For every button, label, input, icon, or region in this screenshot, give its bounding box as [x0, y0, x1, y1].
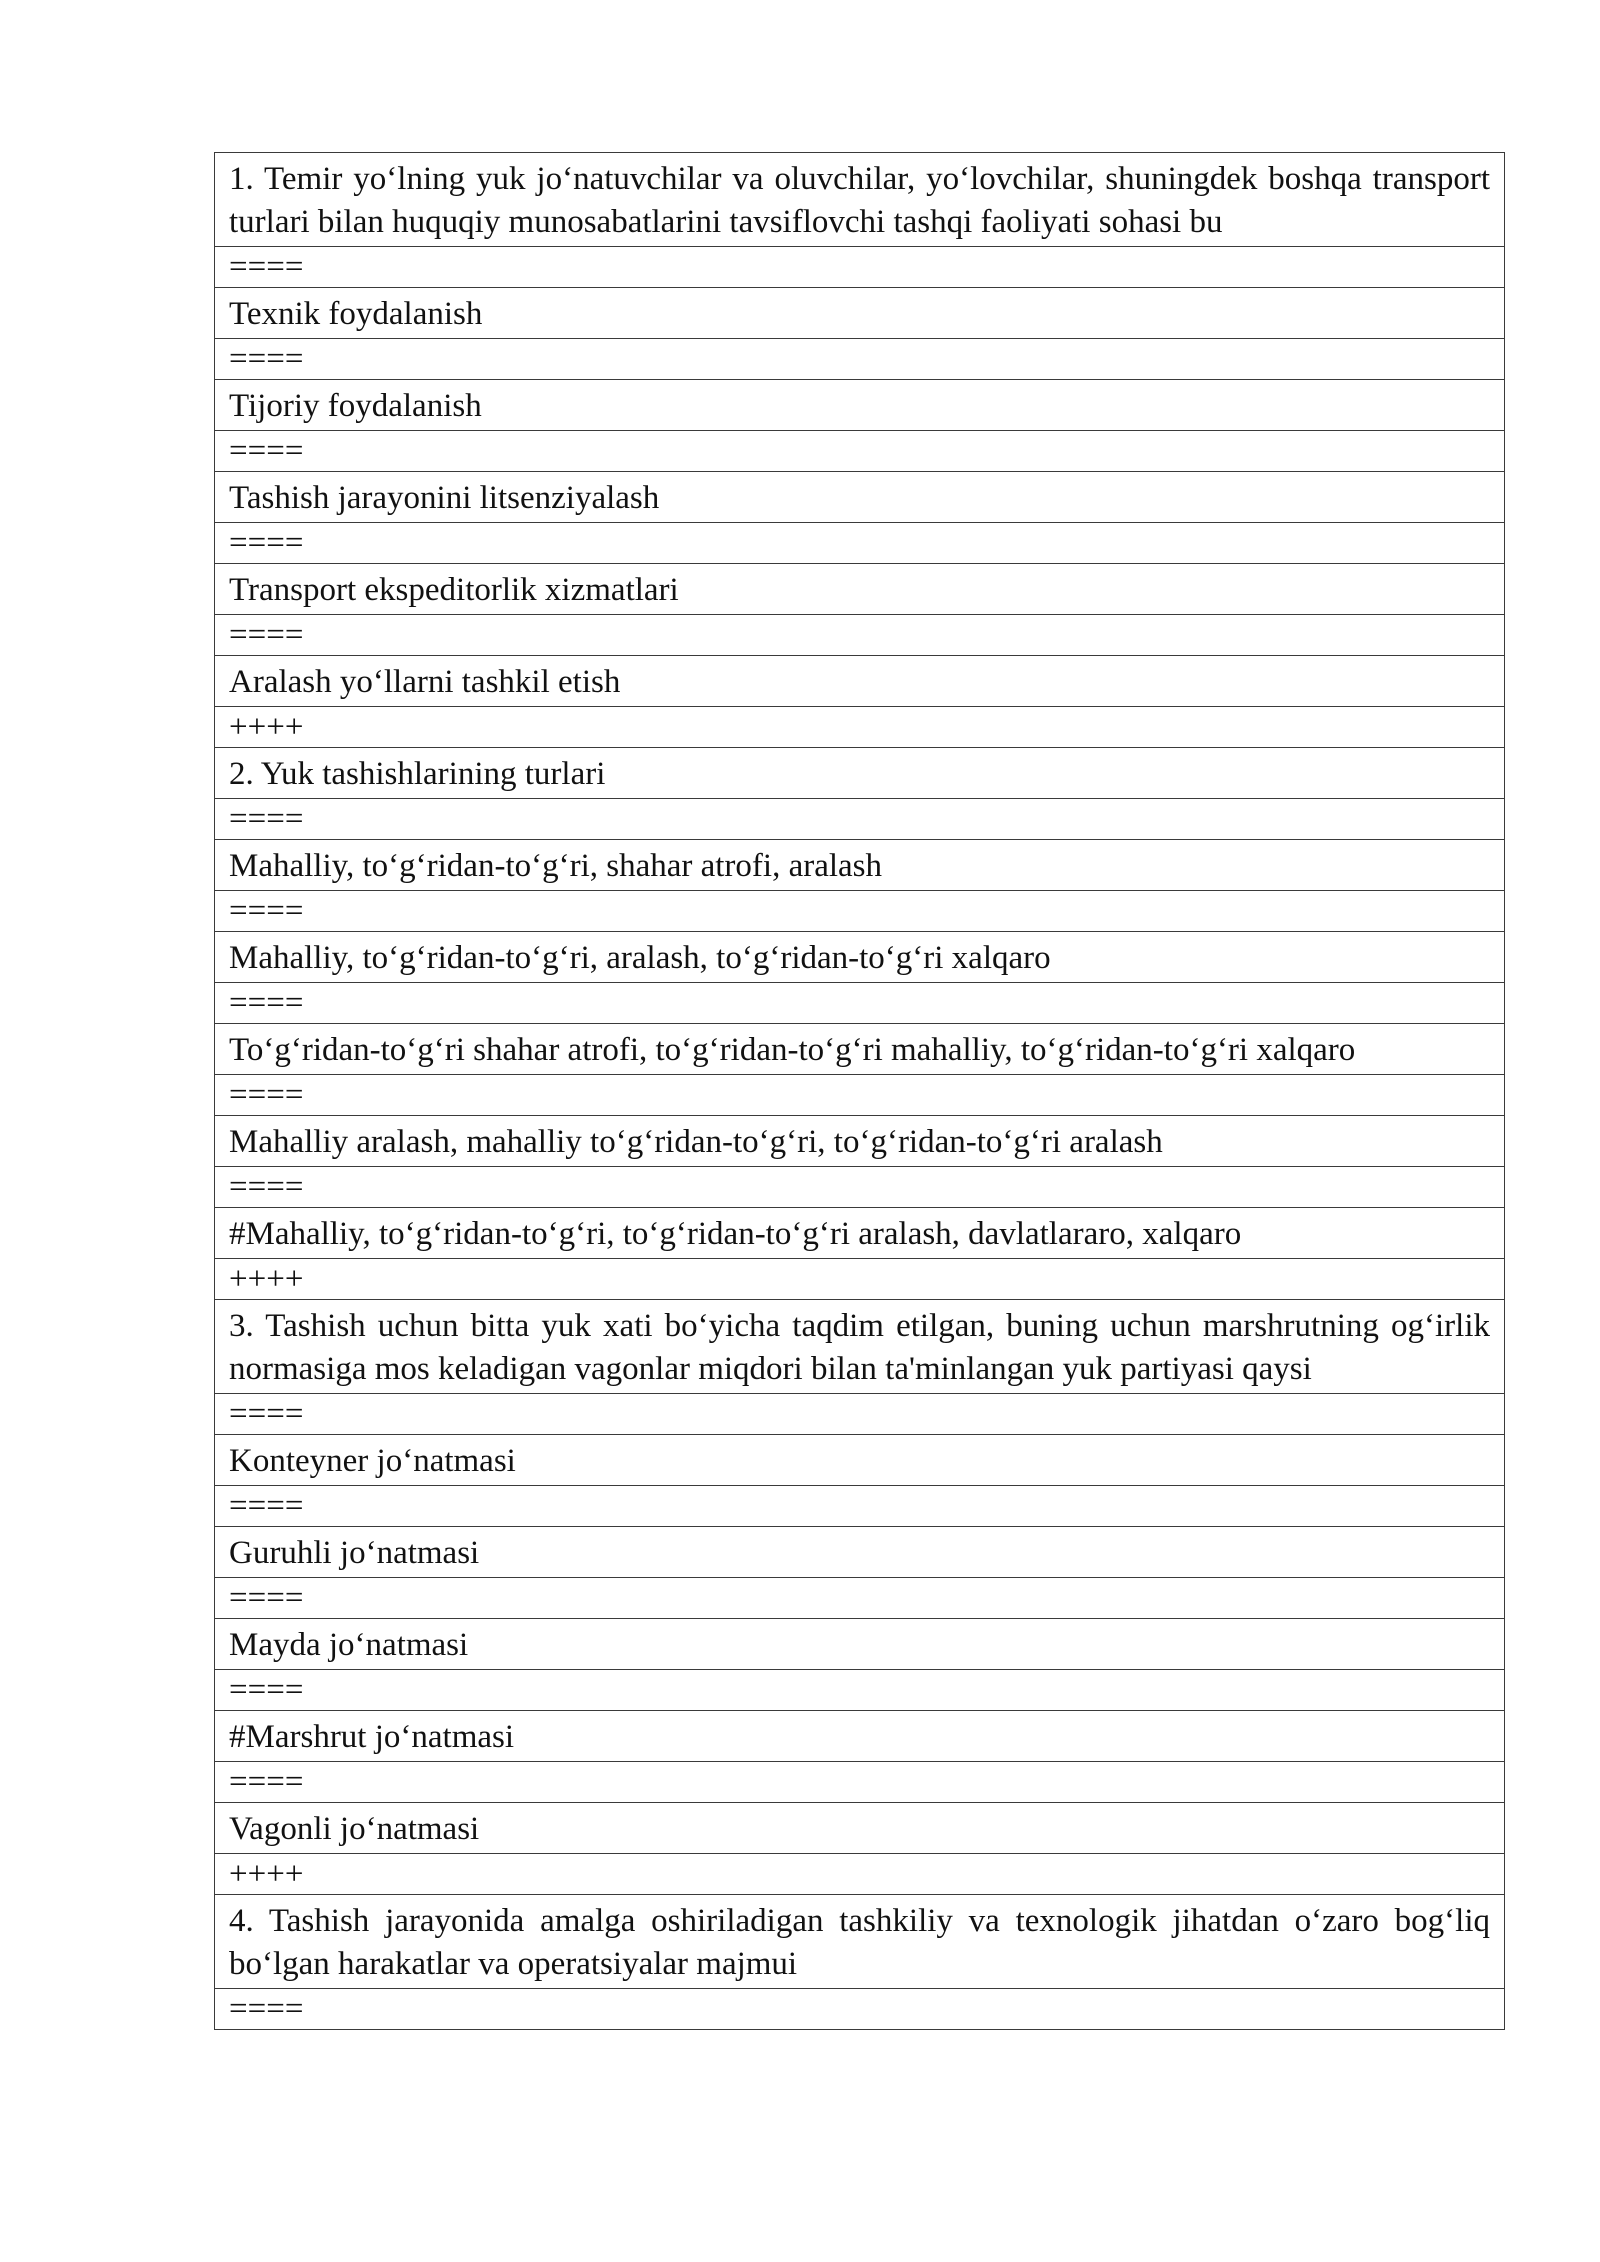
table-row — [215, 983, 1505, 1024]
table-row — [215, 748, 1505, 799]
table-row — [215, 380, 1505, 431]
question-end-marker: ++++ — [215, 707, 1505, 748]
option-cell: Aralash yo‘llarni tashkil etish — [215, 656, 1505, 707]
table-row — [215, 707, 1505, 748]
table-row — [215, 1762, 1505, 1803]
table-row — [215, 1208, 1505, 1259]
separator-cell: ==== — [215, 799, 1505, 840]
separator-cell: ==== — [215, 1578, 1505, 1619]
table-row — [215, 1670, 1505, 1711]
question-cell: 4. Tashish jarayonida amalga oshiriladigan tashkiliy va texnologik jihatdan o‘zaro bog‘liq bo‘lgan harakatlar va operatsiyalar majmui — [215, 1895, 1505, 1989]
option-cell: Vagonli jo‘natmasi — [215, 1803, 1505, 1854]
table-row — [215, 523, 1505, 564]
separator-cell: ==== — [215, 1075, 1505, 1116]
option-cell: Mahalliy, to‘g‘ridan-to‘g‘ri, aralash, to‘g‘ridan-to‘g‘ri xalqaro — [215, 932, 1505, 983]
separator-cell: ==== — [215, 1989, 1505, 2030]
table-row — [215, 932, 1505, 983]
question-end-marker: ++++ — [215, 1259, 1505, 1300]
question-cell: 3. Tashish uchun bitta yuk xati bo‘yicha taqdim etilgan, buning uchun marshrutning og‘irlik normasiga mos keladigan vagonlar miqdori bilan ta'minlangan yuk partiyasi qaysi — [215, 1300, 1505, 1394]
separator-cell: ==== — [215, 615, 1505, 656]
table-row — [215, 339, 1505, 380]
table-row — [215, 1803, 1505, 1854]
table-row — [215, 656, 1505, 707]
separator-cell: ==== — [215, 891, 1505, 932]
separator-cell: ==== — [215, 1670, 1505, 1711]
separator-cell: ==== — [215, 983, 1505, 1024]
table-row — [215, 247, 1505, 288]
separator-cell: ==== — [215, 1486, 1505, 1527]
table-row — [215, 431, 1505, 472]
separator-cell: ==== — [215, 339, 1505, 380]
table-row — [215, 153, 1505, 247]
separator-cell: ==== — [215, 523, 1505, 564]
option-cell: Tashish jarayonini litsenziyalash — [215, 472, 1505, 523]
table-row — [215, 1486, 1505, 1527]
option-cell: Konteyner jo‘natmasi — [215, 1435, 1505, 1486]
table-row — [215, 891, 1505, 932]
option-cell: Mahalliy, to‘g‘ridan-to‘g‘ri, shahar atrofi, aralash — [215, 840, 1505, 891]
table-row — [215, 1711, 1505, 1762]
table-row — [215, 799, 1505, 840]
table-row — [215, 615, 1505, 656]
option-cell: #Mahalliy, to‘g‘ridan-to‘g‘ri, to‘g‘ridan-to‘g‘ri aralash, davlatlararo, xalqaro — [215, 1208, 1505, 1259]
table-row — [215, 1167, 1505, 1208]
separator-cell: ==== — [215, 1394, 1505, 1435]
option-cell: Texnik foydalanish — [215, 288, 1505, 339]
separator-cell: ==== — [215, 1762, 1505, 1803]
table-row — [215, 1259, 1505, 1300]
table-row — [215, 564, 1505, 615]
table-row — [215, 1024, 1505, 1075]
question-cell: 1. Temir yo‘lning yuk jo‘natuvchilar va oluvchilar, yo‘lovchilar, shuningdek boshqa transport turlari bilan huquqiy munosabatlarini tavsiflovchi tashqi faoliyati sohasi bu — [215, 153, 1505, 247]
table-row — [215, 1578, 1505, 1619]
option-cell: To‘g‘ridan-to‘g‘ri shahar atrofi, to‘g‘ridan-to‘g‘ri mahalliy, to‘g‘ridan-to‘g‘ri xalqaro — [215, 1024, 1505, 1075]
option-cell: Transport ekspeditorlik xizmatlari — [215, 564, 1505, 615]
separator-cell: ==== — [215, 431, 1505, 472]
option-cell: #Marshrut jo‘natmasi — [215, 1711, 1505, 1762]
separator-cell: ==== — [215, 247, 1505, 288]
option-cell: Mayda jo‘natmasi — [215, 1619, 1505, 1670]
option-cell: Tijoriy foydalanish — [215, 380, 1505, 431]
quiz-table — [214, 152, 1505, 2030]
table-row — [215, 1989, 1505, 2030]
table-row — [215, 1895, 1505, 1989]
table-row — [215, 1854, 1505, 1895]
option-cell: Mahalliy aralash, mahalliy to‘g‘ridan-to‘g‘ri, to‘g‘ridan-to‘g‘ri aralash — [215, 1116, 1505, 1167]
table-row — [215, 1435, 1505, 1486]
table-row — [215, 1527, 1505, 1578]
quiz-table-body — [215, 153, 1505, 2030]
question-cell: 2. Yuk tashishlarining turlari — [215, 748, 1505, 799]
separator-cell: ==== — [215, 1167, 1505, 1208]
table-row — [215, 472, 1505, 523]
table-row — [215, 840, 1505, 891]
table-row — [215, 1116, 1505, 1167]
table-row — [215, 1075, 1505, 1116]
table-row — [215, 288, 1505, 339]
table-row — [215, 1300, 1505, 1394]
option-cell: Guruhli jo‘natmasi — [215, 1527, 1505, 1578]
question-end-marker: ++++ — [215, 1854, 1505, 1895]
table-row — [215, 1394, 1505, 1435]
table-row — [215, 1619, 1505, 1670]
